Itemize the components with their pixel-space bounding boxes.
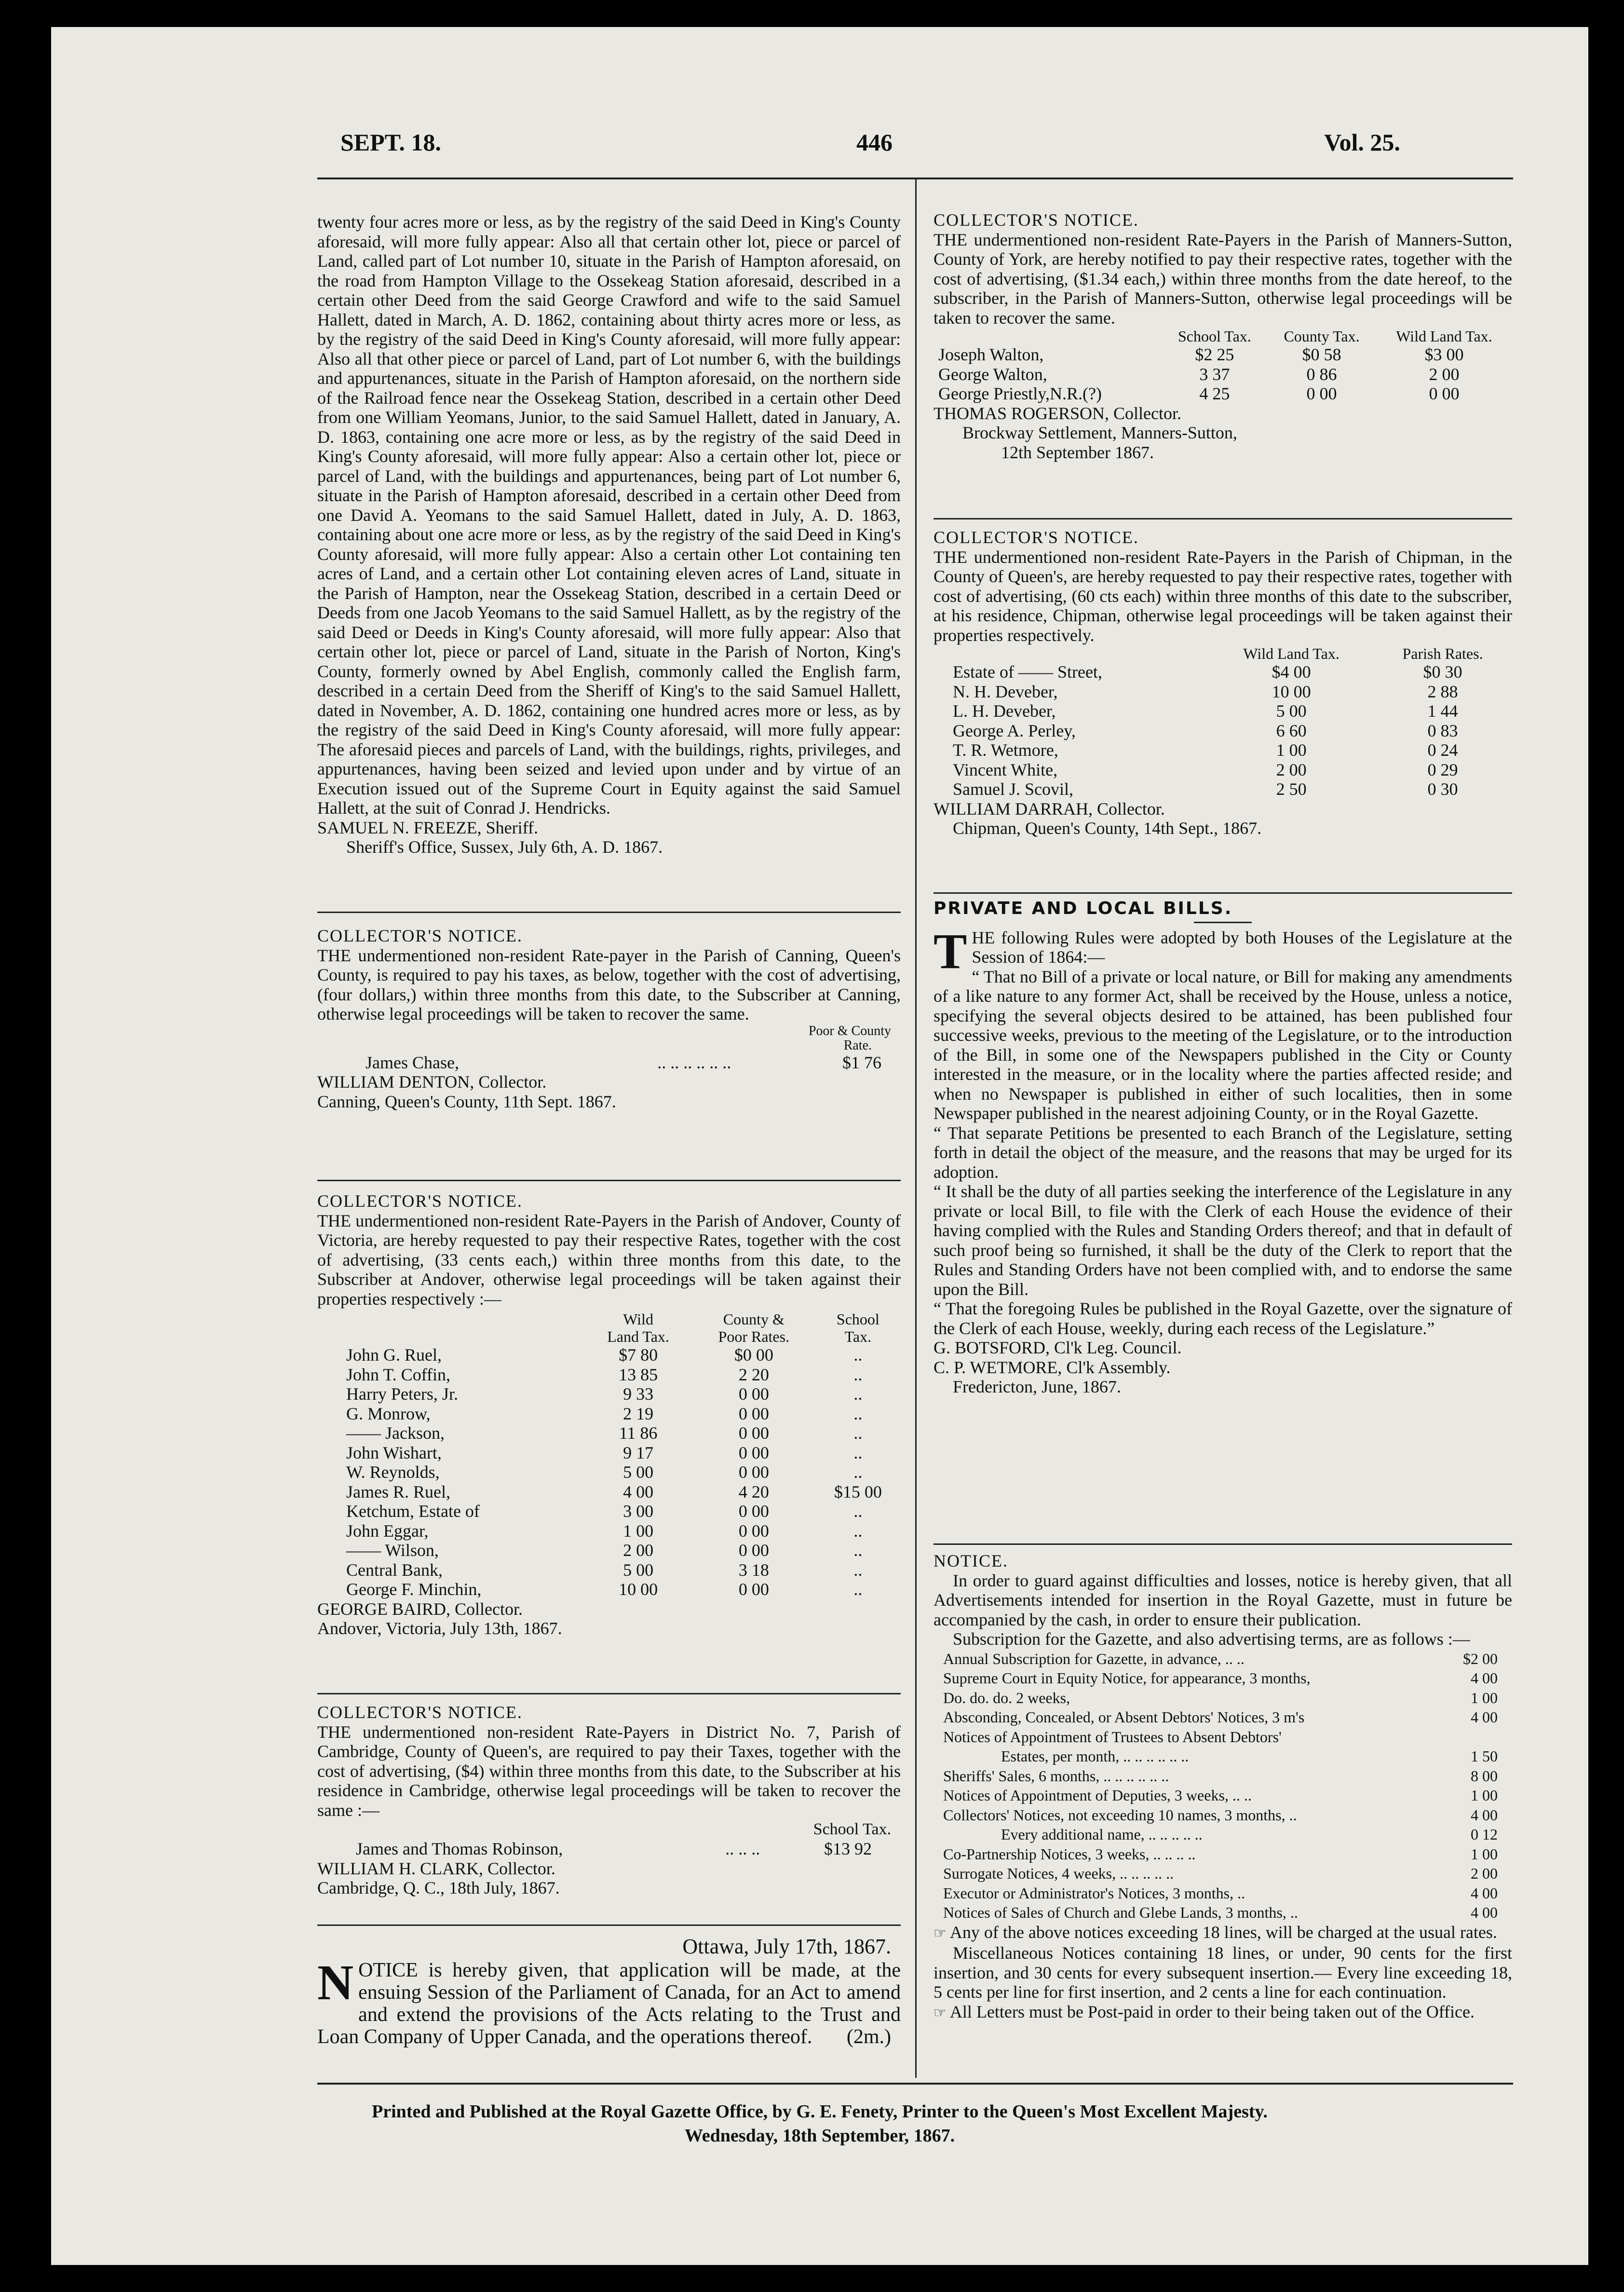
sheriff-office-date: Sheriff's Office, Sussex, July 6th, A. D. 1867.: [346, 837, 663, 857]
canning-col-header: [317, 1024, 901, 1053]
header-line: County &: [723, 1310, 785, 1328]
canning-date: Canning, Queen's County, 11th Sept. 1867.: [317, 1091, 616, 1111]
drop-cap: T: [934, 923, 967, 979]
chipman-signature: WILLIAM DARRAH, Collector.: [934, 799, 1165, 819]
ottawa-notice-body: [317, 1955, 901, 2048]
row-value: ..: [853, 1443, 863, 1462]
header-line: Wild: [623, 1310, 653, 1328]
row-value: $0 58: [1302, 345, 1341, 364]
separator-rule: [317, 1180, 901, 1181]
row-value: 1 50: [1471, 1747, 1498, 1765]
row-value: 2 20: [738, 1364, 769, 1384]
row-value: 0 00: [738, 1580, 769, 1599]
andover-notice-title: COLLECTOR'S NOTICE.: [317, 1191, 523, 1211]
row-value: ..: [853, 1384, 863, 1404]
andover-notice: [317, 1191, 901, 1638]
row-value: 2 88: [1427, 682, 1458, 701]
chipman-header-wild: Wild Land Tax.: [1243, 645, 1340, 662]
canning-signature: WILLIAM DENTON, Collector.: [317, 1072, 547, 1091]
header-line: Land Tax.: [607, 1328, 669, 1345]
row-value: 4 00: [623, 1482, 654, 1501]
row-value: 5 00: [623, 1462, 654, 1482]
row-label: —— Jackson,: [346, 1423, 445, 1443]
andover-table-header: [317, 1310, 901, 1345]
private-bills-intro-text: HE following Rules were adopted by both Houses of the Legislature at the Session of 1864:—: [972, 928, 1512, 967]
table-row: [934, 701, 1512, 721]
row-label: Collectors' Notices, not exceeding 10 names, 3 months, ..: [943, 1806, 1297, 1824]
private-bills-rule-3: “ It shall be the duty of all parties seeking the interference of the Legislature in any private or local Bill, to file with the Clerk of each House the evidence of their having complied with the Rules and Standing Orders thereof; and that in default of such proof being so furnished, it shall be the duty of the Clerk to report that the Rules and Standing Orders have not been complied with, and to endorse the same upon the Bill.: [934, 1182, 1512, 1299]
row-value: $2 25: [1195, 345, 1234, 364]
row-value: 2 50: [1276, 779, 1307, 799]
row-label: N. H. Deveber,: [953, 682, 1058, 701]
table-row: [317, 1423, 901, 1443]
gazette-notice-text-2: Subscription for the Gazette, and also advertising terms, are as follows :—: [953, 1629, 1470, 1649]
gazette-notice-text-1: In order to guard against difficulties and losses, notice is hereby given, that all Advertisements intended for insertion in the Royal Gazette, must in future be accompanied by the cash, in order to ensure their publication.: [934, 1570, 1512, 1629]
private-bills-rule-1: “ That no Bill of a private or local nature, or Bill for making any amendments of a like nature to any former Act, shall be received by the House, unless a notice, specifying the several objects desired to be attained, has been published four successive weeks, previous to the meeting of the Legislature, or to the introduction of the Bill, in some one of the Newspapers published in the City or County interested in the measure, or in the locality where the parties affected reside; and when no Newspaper is published in either of such localities, then in some Newspaper published in the nearest adjoining County, or in the Royal Gazette.: [934, 967, 1512, 1123]
separator-rule: [317, 912, 901, 913]
ottawa-notice: [317, 1934, 901, 2048]
chipman-notice-text: THE undermentioned non-resident Rate-Payers in the Parish of Chipman, in the County of Queen's, are hereby requested to pay their respective rates, together with cost of advertising, (60 cts each) within three months of this date to the subscriber, at his residence, Chipman, otherwise legal proceedings will be taken against their properties respectively.: [934, 547, 1512, 645]
row-value: 0 83: [1427, 721, 1458, 740]
table-row: [317, 1580, 901, 1599]
canning-amount: $1 76: [842, 1052, 881, 1072]
table-row: [317, 1345, 901, 1365]
row-value: 0 00: [1429, 384, 1460, 403]
row-label: —— Wilson,: [346, 1541, 439, 1560]
row-value: 1 00: [1276, 740, 1307, 760]
row-value: 10 00: [619, 1580, 658, 1599]
row-value: 1 00: [1471, 1787, 1498, 1804]
row-label: Ketchum, Estate of: [346, 1501, 480, 1521]
row-value: 4 00: [1471, 1806, 1498, 1824]
row-value: $2 00: [1463, 1650, 1498, 1667]
pointing-hand-icon: ☞: [934, 2005, 947, 2021]
row-label: John T. Coffin,: [346, 1364, 451, 1384]
row-value: 2 00: [623, 1541, 654, 1560]
cambridge-date: Cambridge, Q. C., 18th July, 1867.: [317, 1878, 560, 1897]
separator-rule: [934, 518, 1512, 519]
row-value: 1 44: [1427, 701, 1458, 721]
row-label: Notices of Appointment of Trustees to Absent Debtors': [943, 1728, 1282, 1746]
andover-table: [317, 1310, 901, 1599]
rates-table-body: [934, 1649, 1512, 1923]
row-label: James R. Ruel,: [346, 1482, 450, 1501]
chipman-header-parish: Parish Rates.: [1402, 645, 1483, 662]
chipman-table-header: [934, 645, 1512, 662]
table-row: [934, 345, 1512, 365]
separator-rule: [934, 1543, 1512, 1545]
cambridge-amount: $13 92: [824, 1839, 872, 1858]
table-row: [934, 1707, 1512, 1727]
row-label: G. Monrow,: [346, 1404, 431, 1423]
row-label: George Walton,: [938, 364, 1047, 384]
table-row: [934, 1727, 1512, 1747]
header-line: School: [836, 1310, 880, 1328]
table-row: [934, 1825, 1512, 1844]
row-value: 3 00: [623, 1501, 654, 1521]
chipman-notice-title: COLLECTOR'S NOTICE.: [934, 528, 1139, 547]
table-row: [317, 1521, 901, 1541]
header-volume: Vol. 25.: [1324, 129, 1400, 156]
gazette-note-1-text: Any of the above notices exceeding 18 lines, will be charged at the usual rates.: [949, 1922, 1497, 1942]
cambridge-signature: WILLIAM H. CLARK, Collector.: [317, 1858, 555, 1878]
manners-table: [934, 327, 1512, 404]
row-value: 0 00: [738, 1462, 769, 1482]
separator-rule: [317, 1924, 901, 1926]
wetmore-signature: C. P. WETMORE, Cl'k Assembly.: [934, 1357, 1171, 1377]
cambridge-notice-title: COLLECTOR'S NOTICE.: [317, 1703, 523, 1722]
row-label: George Priestly,N.R.(?): [938, 384, 1102, 403]
ottawa-notice-term: (2m.): [846, 2026, 891, 2048]
private-bills-rule-2: “ That separate Petitions be presented to each Branch of the Legislature, setting forth in detail the object of the measure, and the reasons that may be urged for its adoption.: [934, 1123, 1512, 1182]
gazette-notice-title: NOTICE.: [934, 1551, 1008, 1570]
andover-signature: GEORGE BAIRD, Collector.: [317, 1599, 523, 1619]
separator-rule: [934, 892, 1512, 894]
footer-imprint: Printed and Published at the Royal Gazette Office, by G. E. Fenety, Printer to the Queen's Most Excellent Majesty.: [372, 2101, 1268, 2122]
canning-col-header-line1: Poor & County: [808, 1023, 891, 1038]
row-value: $15 00: [834, 1482, 882, 1501]
row-value: ..: [853, 1423, 863, 1443]
row-label: T. R. Wetmore,: [953, 740, 1058, 760]
sheriff-sale-text: twenty four acres more or less, as by the registry of the said Deed in King's County aforesaid, will more fully appear: Also all that certain other lot, piece or parcel of Land, called part of Lot number 10, situate in the Parish of Hampton aforesaid, on the road from Hampton Village to the Ossekeag Station aforesaid, described in a certain other Deed from the said George Crawford and wife to the said Samuel Hallett, dated in March, A. D. 1862, containing about thirty acres more or less, as by the registry of the said Deed in King's County aforesaid, will more fully appear: Also all that other piece or parcel of Land, part of Lot number 6, with the buildings and appurtenances, situate in the Parish of Hampton aforesaid, on the northern side of the Railroad fence near the Ossekeag Station, described in a certain other Deed from one William Yeomans, Junior, to the said Samuel Hallett, dated in January, A. D. 1863, containing one acre more or less, as by the registry of the said Deed in King's County aforesaid, will more fully appear: Also a certain other lot, piece or parcel of Land, with the buildings and appurtenances, being part of Lot number 6, situate in the Parish of Hampton aforesaid, described in a certain other Deed from one David A. Yeomans to the said Samuel Hallett, dated in July, A. D. 1863, containing about one acre more or less, as by the registry of the said Deed in King's County aforesaid, will more fully appear: Also a certain other Lot containing ten acres of Land, and a certain other Lot containing eleven acres of Land, situate in the Parish of Hampton, near the Ossekeag Station, described in a certain Deed or Deeds from one Jacob Yeomans to the said Samuel Hallett, as by the registry of the said Deed or Deeds in King's County aforesaid, will more fully appear: Also that certain other lot, piece or parcel of Land, situate in the Parish of Norton, King's County, formerly owned by Abel English, commonly called the English farm, described in a certain Deed from the Sheriff of King's to the said Samuel Hallett, dated in November, A. D. 1862, containing one hundred acres more or less, as by the registry of the said Deed in King's County aforesaid, will more fully appear: The aforesaid pieces and parcels of Land, with the buildings, rights, privileges, and appurtenances, having been seized and levied upon under and by virtue of an Execution issued out of the Supreme Court in Equity against the said Samuel Hallett, at the suit of Conrad J. Hendricks.: [317, 212, 901, 818]
title-underline: [1194, 922, 1252, 923]
drop-cap: N: [317, 1955, 354, 2010]
manners-notice-text: THE undermentioned non-resident Rate-Payers in the Parish of Manners-Sutton, County of York, are hereby notified to pay their respective rates, together with the cost of advertising, ($1.34 each,) within three months from the date hereof, to the subscriber, in the Parish of Manners-Sutton, otherwise legal proceedings will be taken to recover the same.: [934, 230, 1512, 327]
gazette-note-1: [934, 1923, 1512, 1944]
row-value: 5 00: [623, 1560, 654, 1580]
row-label: Vincent White,: [953, 760, 1058, 779]
table-row: [934, 1766, 1512, 1786]
row-label: Sheriffs' Sales, 6 months, .. .. .. .. .. ..: [943, 1767, 1169, 1785]
manners-sutton-notice: [934, 210, 1512, 462]
canning-notice-title: COLLECTOR'S NOTICE.: [317, 926, 523, 945]
row-value: ..: [853, 1560, 863, 1580]
canning-col-header-line2: Rate.: [843, 1037, 872, 1053]
gazette-note-3: [934, 2002, 1512, 2023]
row-value: ..: [853, 1345, 863, 1364]
table-row: [317, 1501, 901, 1521]
row-value: 10 00: [1272, 682, 1311, 701]
table-row: [317, 1384, 901, 1404]
row-value: 6 60: [1276, 721, 1307, 740]
table-row: [317, 1365, 901, 1385]
row-value: 0 12: [1471, 1826, 1498, 1843]
manners-header-school: School Tax.: [1177, 327, 1251, 345]
row-label: Surrogate Notices, 4 weeks, .. .. .. .. ..: [943, 1865, 1174, 1882]
andover-table-body: [317, 1345, 901, 1599]
row-label: Absconding, Concealed, or Absent Debtors' Notices, 3 m's: [943, 1708, 1305, 1726]
sheriff-signature: SAMUEL N. FREEZE, Sheriff.: [317, 818, 538, 837]
row-label: Notices of Appointment of Deputies, 3 weeks, .. ..: [943, 1787, 1252, 1804]
row-label: Joseph Walton,: [938, 345, 1044, 364]
table-row: [317, 1482, 901, 1502]
row-value: 0 29: [1427, 760, 1458, 779]
row-value: 3 37: [1199, 364, 1230, 384]
row-label: Estate of —— Street,: [953, 662, 1102, 682]
row-value: 1 00: [623, 1521, 654, 1541]
row-value: 4 20: [738, 1482, 769, 1501]
canning-name: James Chase,: [365, 1052, 459, 1072]
row-label: W. Reynolds,: [346, 1462, 440, 1482]
header-page-number: 446: [856, 129, 893, 156]
row-value: 2 00: [1276, 760, 1307, 779]
header-line: Poor Rates.: [718, 1328, 790, 1345]
row-value: 2 00: [1429, 364, 1460, 384]
table-row: [317, 1462, 901, 1482]
row-value: 0 00: [738, 1404, 769, 1423]
sheriff-sale-continuation: [317, 212, 901, 857]
canning-notice-text: THE undermentioned non-resident Rate-payer in the Parish of Canning, Queen's County, is required to pay his taxes, as below, together with the cost of advertising, (four dollars,) within three months from this date, to the Subscriber at Canning, otherwise legal proceedings will be taken to recover the same.: [317, 945, 901, 1023]
cambridge-notice-text: THE undermentioned non-resident Rate-Payers in District No. 7, Parish of Cambridge, County of Queen's, are required to pay their Taxes, together with the cost of advertising, ($4) within three months from this date, to the Subscriber at his residence in Cambridge, otherwise legal proceedings will be taken to recover the same :—: [317, 1722, 901, 1820]
gazette-note-3-text: All Letters must be Post-paid in order to their being taken out of the Office.: [949, 2002, 1475, 2021]
table-row: [934, 740, 1512, 760]
row-value: 2 19: [623, 1404, 654, 1423]
row-value: 0 30: [1427, 779, 1458, 799]
cambridge-notice: [317, 1703, 901, 1898]
row-value: ..: [853, 1364, 863, 1384]
cambridge-name: James and Thomas Robinson,: [356, 1839, 563, 1858]
row-value: 9 17: [623, 1443, 654, 1462]
chipman-notice: [934, 528, 1512, 838]
row-value: 0 00: [738, 1521, 769, 1541]
rates-table: [934, 1649, 1512, 1923]
row-label: John Eggar,: [346, 1521, 429, 1541]
gazette-note-2: Miscellaneous Notices containing 18 lines, or under, 90 cents for the first insertion, and 30 cents for every subsequent insertion.— Every line exceeding 18, 5 cents per line for first insertion, and 2 cents a line for each continuation.: [934, 1943, 1512, 2002]
separator-rule: [317, 1693, 901, 1694]
andover-header-wild: [584, 1310, 692, 1345]
row-label: Every additional name, .. .. .. .. ..: [1001, 1826, 1203, 1843]
table-row: [317, 1839, 901, 1859]
manners-header-wild: Wild Land Tax.: [1396, 327, 1492, 345]
row-value: 1 00: [1471, 1689, 1498, 1706]
ottawa-dateline: Ottawa, July 17th, 1867.: [682, 1935, 891, 1958]
table-row: [934, 365, 1512, 384]
column-divider: [915, 179, 917, 2078]
row-value: 4 00: [1471, 1904, 1498, 1921]
chipman-date: Chipman, Queen's County, 14th Sept., 1867.: [953, 819, 1262, 838]
private-bills-intro: [934, 923, 1512, 979]
table-row: [934, 1649, 1512, 1669]
row-value: 0 86: [1306, 364, 1337, 384]
table-row: [934, 1786, 1512, 1805]
gazette-page: [51, 27, 1588, 2265]
table-row: [934, 384, 1512, 404]
row-value: ..: [853, 1521, 863, 1541]
table-row: [934, 1883, 1512, 1903]
row-value: 0 00: [1306, 384, 1337, 403]
andover-header-county: [692, 1310, 815, 1345]
row-label: George A. Perley,: [953, 721, 1076, 740]
ottawa-notice-text: OTICE is hereby given, that application will be made, at the ensuing Session of the Parliament of Canada, for an Act to amend and extend the provisions of the Acts relating to the Trust and Loan Company of Upper Canada, and the operations thereof.: [317, 1959, 901, 2048]
row-label: Co-Partnership Notices, 3 weeks, .. .. .. ..: [943, 1845, 1196, 1863]
canning-table: [317, 1053, 901, 1073]
table-row: [317, 1541, 901, 1560]
table-row: [934, 1864, 1512, 1883]
cambridge-col-header: School Tax.: [813, 1820, 891, 1838]
row-value: 0 00: [738, 1443, 769, 1462]
cambridge-dots: .. .. ..: [725, 1839, 760, 1858]
footer-rule: [317, 2083, 1513, 2085]
botsford-signature: G. BOTSFORD, Cl'k Leg. Council.: [934, 1338, 1182, 1357]
footer-date: Wednesday, 18th September, 1867.: [684, 2126, 955, 2146]
row-value: 11 86: [619, 1423, 658, 1443]
chipman-table-body: [934, 662, 1512, 799]
row-label: Annual Subscription for Gazette, in advance, .. ..: [943, 1650, 1245, 1667]
row-value: 4 00: [1471, 1708, 1498, 1726]
row-value: 3 18: [738, 1560, 769, 1580]
row-value: ..: [853, 1541, 863, 1560]
row-label: Supreme Court in Equity Notice, for appearance, 3 months,: [943, 1669, 1311, 1687]
row-value: 0 24: [1427, 740, 1458, 760]
table-row: [317, 1443, 901, 1463]
row-value: 2 00: [1471, 1865, 1498, 1882]
manners-signature: THOMAS ROGERSON, Collector.: [934, 403, 1182, 423]
canning-dots: .. .. .. .. .. ..: [657, 1052, 731, 1072]
row-value: 0 00: [738, 1501, 769, 1521]
row-value: 0 00: [738, 1541, 769, 1560]
private-bills-title: PRIVATE AND LOCAL BILLS.: [934, 899, 1233, 918]
row-label: L. H. Deveber,: [953, 701, 1056, 721]
table-row: [934, 1805, 1512, 1825]
andover-date: Andover, Victoria, July 13th, 1867.: [317, 1619, 562, 1638]
row-label: Executor or Administrator's Notices, 3 months, ..: [943, 1884, 1245, 1902]
manners-place: Brockway Settlement, Manners-Sutton,: [962, 423, 1237, 442]
row-value: $4 00: [1272, 662, 1311, 682]
manners-date: 12th September 1867.: [1001, 442, 1154, 462]
andover-header-school: [815, 1310, 901, 1345]
row-value: ..: [853, 1462, 863, 1482]
row-label: John G. Ruel,: [346, 1345, 442, 1364]
row-value: ..: [853, 1580, 863, 1599]
row-value: [1442, 1727, 1512, 1747]
table-row: [934, 1746, 1512, 1766]
row-value: 5 00: [1276, 701, 1307, 721]
row-value: 13 85: [619, 1364, 658, 1384]
table-row: [934, 779, 1512, 799]
row-value: ..: [853, 1404, 863, 1423]
row-value: 4 00: [1471, 1884, 1498, 1902]
row-value: $0 00: [734, 1345, 773, 1364]
row-value: 0 00: [738, 1423, 769, 1443]
gazette-terms-notice: [934, 1551, 1512, 2023]
manners-table-body: [934, 345, 1512, 404]
row-label: John Wishart,: [346, 1443, 442, 1462]
manners-notice-title: COLLECTOR'S NOTICE.: [934, 210, 1139, 230]
canning-notice: [317, 926, 901, 1111]
row-value: 4 25: [1199, 384, 1230, 403]
table-row: [934, 721, 1512, 741]
table-row: [934, 760, 1512, 780]
row-label: Do. do. do. 2 weeks,: [943, 1689, 1070, 1706]
andover-notice-text: THE undermentioned non-resident Rate-Payers in the Parish of Andover, County of Victoria, are hereby requested to pay their respective Rates, together with the cost of advertising, (33 cents each,) within three months from this date, to the Subscriber at Andover, otherwise legal proceedings will be taken against their properties respectively :—: [317, 1211, 901, 1309]
row-value: $0 30: [1423, 662, 1462, 682]
private-bills-rule-4: “ That the foregoing Rules be published in the Royal Gazette, over the signature of the Clerk of each House, weekly, during each recess of the Legislature.”: [934, 1299, 1512, 1338]
row-label: Samuel J. Scovil,: [953, 779, 1073, 799]
row-value: $7 80: [619, 1345, 658, 1364]
row-value: ..: [853, 1501, 863, 1521]
row-value: 9 33: [623, 1384, 654, 1404]
manners-table-header: [934, 327, 1512, 345]
row-value: 4 00: [1471, 1669, 1498, 1687]
row-value: 0 00: [738, 1384, 769, 1404]
row-label: Central Bank,: [346, 1560, 443, 1580]
row-value: $3 00: [1424, 345, 1464, 364]
table-row: [317, 1560, 901, 1580]
table-row: [934, 1668, 1512, 1688]
table-row: [934, 1688, 1512, 1708]
table-row: [934, 662, 1512, 682]
private-bills-notice: [934, 899, 1512, 1397]
cambridge-table: [317, 1839, 901, 1859]
table-row: [317, 1404, 901, 1424]
header-date: SEPT. 18.: [340, 129, 441, 156]
manners-header-county: County Tax.: [1284, 327, 1360, 345]
table-row: [934, 682, 1512, 702]
table-row: [317, 1053, 901, 1073]
row-value: 8 00: [1471, 1767, 1498, 1785]
chipman-table: [934, 645, 1512, 799]
row-label: Harry Peters, Jr.: [346, 1384, 458, 1404]
table-row: [934, 1903, 1512, 1923]
pointing-hand-icon: ☞: [934, 1925, 947, 1941]
row-label: George F. Minchin,: [346, 1580, 482, 1599]
row-label: Estates, per month, .. .. .. .. .. ..: [1001, 1747, 1189, 1765]
private-bills-date: Fredericton, June, 1867.: [953, 1377, 1121, 1396]
row-label: Notices of Sales of Church and Glebe Lands, 3 months, ..: [943, 1904, 1298, 1921]
table-row: [934, 1844, 1512, 1864]
header-line: Tax.: [844, 1328, 872, 1345]
row-value: 1 00: [1471, 1845, 1498, 1863]
